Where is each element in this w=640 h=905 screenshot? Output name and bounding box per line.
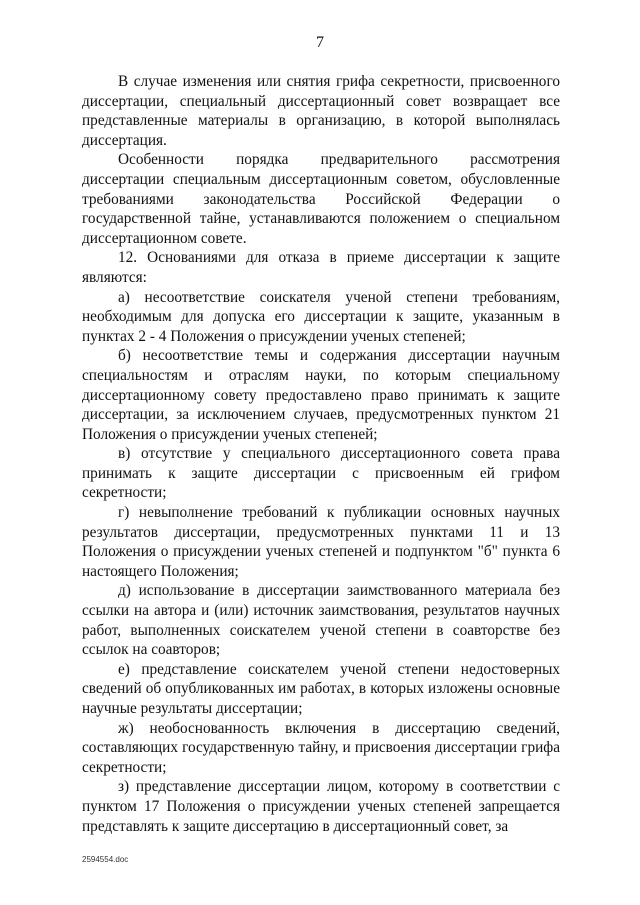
paragraph-grif-change: В случае изменения или снятия грифа секретности, присвоенного диссертации, специальный диссертационный совет возвращает все представленные материалы в организацию, в которой выполнялась диссертация. bbox=[82, 73, 560, 149]
subitem-a: а) несоответствие соискателя ученой степени требованиям, необходимым для допуска его диссертации к защите, указанным в пунктах 2 - 4 Положения о присуждении ученых степеней; bbox=[82, 288, 560, 345]
subitem-z: з) представление диссертации лицом, которому в соответствии с пунктом 17 Положения о присуждении ученых степеней запрещается представлять к защите диссертацию в диссертационный совет, за bbox=[82, 778, 560, 835]
subitem-d: д) использование в диссертации заимствованного материала без ссылки на автора и (или) источник заимствования, результатов научных работ, выполненных соискателем ученой степени в соавторстве без ссылок на соавторов; bbox=[82, 582, 560, 659]
paragraph-special-council-features: Особенности порядка предварительного рассмотрения диссертации специальным диссертационным советом, обусловленные требованиями законодательства Российской Федерации о государственной тайне, устанавливаются положением о специальном диссертационном совете. bbox=[82, 151, 560, 247]
document-body bbox=[82, 72, 560, 836]
subitem-g: г) невыполнение требований к публикации основных научных результатов диссертации, предусмотренных пунктами 11 и 13 Положения о присуждении ученых степеней и подпунктом "б" пункта 6 настоящего Положения; bbox=[82, 504, 560, 580]
footer-filename: 2594554.doc bbox=[82, 855, 129, 864]
page-number: 7 bbox=[316, 34, 324, 51]
subitem-v: в) отсутствие у специального диссертационного совета права принимать к защите диссертации с присвоенным ей грифом секретности; bbox=[82, 445, 560, 502]
subitem-zh: ж) необоснованность включения в диссертацию сведений, составляющих государственную тайну, и присвоения диссертации грифа секретности; bbox=[82, 719, 560, 776]
subitem-e: е) представление соискателем ученой степени недостоверных сведений об опубликованных им работах, в которых изложены основные научные результаты диссертации; bbox=[82, 660, 560, 717]
paragraph-item-12: 12. Основаниями для отказа в приеме диссертации к защите являются: bbox=[82, 249, 560, 286]
subitem-b: б) несоответствие темы и содержания диссертации научным специальностям и отраслям науки, по которым специальному диссертационному совету предоставлено право принимать к защите диссертации, за исключением случаев, предусмотренных пунктом 21 Положения о присуждении ученых степеней; bbox=[82, 347, 560, 443]
